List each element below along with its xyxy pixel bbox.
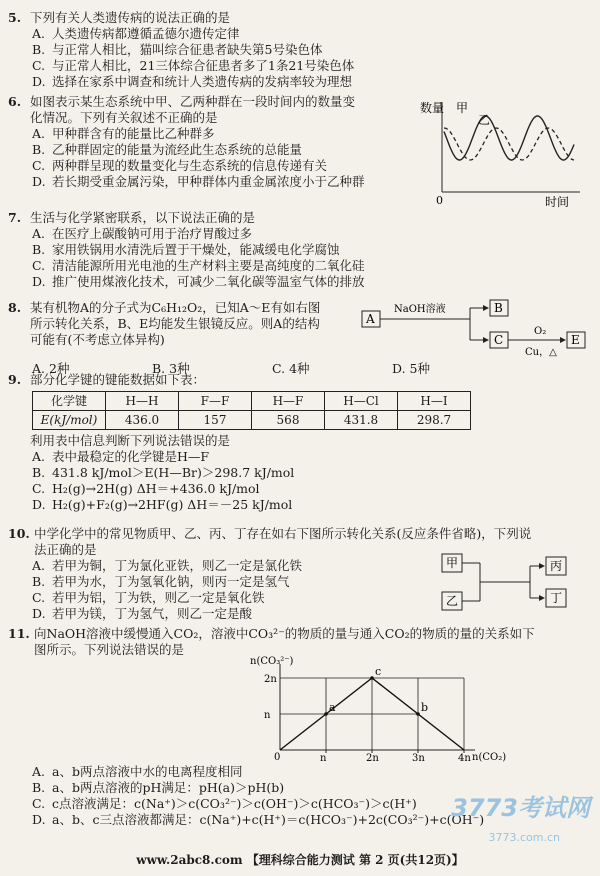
question-number: 6. xyxy=(8,94,22,109)
series-label-yi: 乙 xyxy=(478,113,491,127)
series-jia-line xyxy=(444,116,574,160)
table-header: H—I xyxy=(398,392,471,411)
x-tick-label: 2n xyxy=(366,753,379,762)
conversion-diagram xyxy=(360,298,590,360)
label-a: A xyxy=(366,312,375,326)
y-axis-label: 数量 xyxy=(420,101,445,115)
population-chart xyxy=(420,94,592,210)
substance-diagram xyxy=(440,552,580,618)
option-b: B. 与正常人相比，猫叫综合征患者缺失第5号染色体 xyxy=(32,42,323,57)
label-jia: 甲 xyxy=(446,556,459,570)
option-c: C. 两种群呈现的数量变化与生态系统的信息传递有关 xyxy=(32,158,328,173)
point-c xyxy=(370,676,374,680)
question-number: 5. xyxy=(8,10,22,25)
option-d: D. 若长期受重金属污染，甲种群体内重金属浓度小于乙种群 xyxy=(32,174,365,189)
question-number: 10. xyxy=(8,526,30,541)
label-yi: 乙 xyxy=(446,594,459,608)
x-axis-label: n(CO₂) xyxy=(472,752,507,762)
option-d: D. 选择在家系中调查和统计人类遗传病的发病率较为理想 xyxy=(32,74,353,89)
question-9 xyxy=(8,372,593,513)
question-stem: 生活与化学紧密联系，以下说法正确的是 xyxy=(30,210,256,225)
footer-title: 【理科综合能力测试 第 2 页(共12页)】 xyxy=(246,853,464,867)
option-a: A. 在医疗上碳酸钠可用于治疗胃酸过多 xyxy=(32,226,253,241)
question-stem-cont: 利用表中信息判断下列说法错误的是 xyxy=(30,433,231,448)
origin-label: 0 xyxy=(436,194,443,207)
table-row xyxy=(33,411,471,430)
co3-chart xyxy=(250,656,530,762)
question-11 xyxy=(8,626,593,658)
option-c: C. H₂(g)→2H(g) ΔH＝+436.0 kJ/mol xyxy=(32,481,260,496)
footer-site: www.2abc8.com xyxy=(136,853,243,867)
point-label-b: b xyxy=(421,701,429,714)
option-c: C. 与正常人相比，21三体综合征患者多了1条21号染色体 xyxy=(32,58,355,73)
option-a: A. 2种 xyxy=(32,360,70,376)
y-tick-label: n xyxy=(264,710,271,721)
row-label: E(kJ/mol) xyxy=(33,411,106,430)
option-c: C. 4种 xyxy=(272,360,310,376)
label-e: E xyxy=(571,333,580,347)
option-c: C. 清洁能源所用光电池的生产材料主要是高纯度的二氧化硅 xyxy=(32,258,365,273)
option-a: A. 表中最稳定的化学键是H—F xyxy=(32,449,210,464)
x-tick-label: 3n xyxy=(412,753,425,762)
point-label-a: a xyxy=(329,701,336,714)
option-b: B. 若甲为水，丁为氢氧化钠，则丙一定是氢气 xyxy=(32,574,290,589)
option-c: C. 若甲为铝，丁为铁，则乙一定是氧化铁 xyxy=(32,590,265,605)
y-axis-label: n(CO₃²⁻) xyxy=(250,656,294,667)
point-b xyxy=(416,712,420,716)
question-stem: 下列有关人类遗传病的说法正确的是 xyxy=(30,10,231,25)
table-cell: 436.0 xyxy=(106,411,179,430)
question-stem: 某有机物A的分子式为C₆H₁₂O₂，已知A～E有如右图 xyxy=(30,300,321,315)
bond-energy-table xyxy=(32,391,471,430)
watermark-url: 3773.com.cn xyxy=(488,831,560,844)
table-header: 化学键 xyxy=(33,392,106,411)
table-header: H—F xyxy=(252,392,325,411)
point-a xyxy=(324,712,328,716)
label-ding: 丁 xyxy=(550,591,563,605)
question-stem: 如图表示某生态系统中甲、乙两种群在一段时间内的数量变 xyxy=(30,94,356,109)
option-b: B. 乙种群固定的能量为流经此生态系统的总能量 xyxy=(32,142,303,157)
reagent-cu: Cu，△ xyxy=(525,347,557,358)
page-footer xyxy=(0,852,600,868)
question-7 xyxy=(8,210,593,290)
option-d: D. H₂(g)+F₂(g)→2HF(g) ΔH＝－25 kJ/mol xyxy=(32,497,293,512)
question-stem-cont: 所示转化关系，B、E均能发生银镜反应。则A的结构 xyxy=(30,316,320,331)
label-b: B xyxy=(494,301,503,315)
question-number: 7. xyxy=(8,210,22,225)
series-yi-line xyxy=(444,128,574,160)
option-d: D. 推广使用煤液化技术，可减少二氧化碳等温室气体的排放 xyxy=(32,274,365,289)
point-label-c: c xyxy=(375,665,382,678)
origin-label: 0 xyxy=(274,752,281,762)
question-5 xyxy=(8,10,593,90)
x-tick-label: 4n xyxy=(458,753,471,762)
y-tick-label: 2n xyxy=(264,674,277,685)
option-b: B. 家用铁锅用水清洗后置于干燥处，能减缓电化学腐蚀 xyxy=(32,242,340,257)
option-d: D. 若甲为镁，丁为氢气，则乙一定是酸 xyxy=(32,606,253,621)
option-d: D. a、b、c三点溶液都满足：c(Na⁺)+c(H⁺)＝c(HCO₃⁻)+2c(CO₃²⁻)+c(OH⁻) xyxy=(32,812,485,827)
option-b: B. 3种 xyxy=(152,360,190,376)
table-header: F—F xyxy=(179,392,252,411)
option-a: A. 人类遗传病都遵循孟德尔遗传定律 xyxy=(32,26,240,41)
option-d: D. 5种 xyxy=(392,360,430,376)
question-stem-cont: 图所示。下列说法错误的是 xyxy=(34,642,185,657)
table-cell: 568 xyxy=(252,411,325,430)
option-b: B. a、b两点溶液的pH满足：pH(a)＞pH(b) xyxy=(32,780,285,795)
option-a: A. 若甲为铜，丁为氯化亚铁，则乙一定是氯化铁 xyxy=(32,558,303,573)
question-stem-cont: 法正确的是 xyxy=(34,542,97,557)
table-header-row xyxy=(33,392,471,411)
x-tick-label: n xyxy=(320,753,327,762)
table-header: H—Cl xyxy=(325,392,398,411)
question-number: 8. xyxy=(8,300,22,315)
question-stem-cont: 可能有(不考虑立体异构) xyxy=(30,332,165,347)
option-b: B. 431.8 kJ/mol＞E(H—Br)＞298.7 kJ/mol xyxy=(32,465,295,480)
question-stem: 部分化学键的键能数据如下表： xyxy=(30,372,206,387)
question-stem: 中学化学中的常见物质甲、乙、丙、丁存在如右下图所示转化关系(反应条件省略)，下列说 xyxy=(34,526,532,541)
question-number: 9. xyxy=(8,372,22,387)
option-a: A. 甲种群含有的能量比乙种群多 xyxy=(32,126,215,141)
table-header: H—H xyxy=(106,392,179,411)
table-cell: 157 xyxy=(179,411,252,430)
question-stem: 向NaOH溶液中缓慢通入CO₂，溶液中CO₃²⁻的物质的量与通入CO₂的物质的量的关系如下 xyxy=(34,626,535,641)
option-a: A. a、b两点溶液中水的电离程度相同 xyxy=(32,764,243,779)
table-cell: 431.8 xyxy=(325,411,398,430)
reagent-o2: O₂ xyxy=(534,326,547,337)
reagent-naoh: NaOH溶液 xyxy=(394,304,446,315)
question-stem-cont: 化情况。下列有关叙述不正确的是 xyxy=(30,110,218,125)
series-label-jia: 甲 xyxy=(456,101,469,115)
watermark-logo: 3773考试网 xyxy=(451,794,590,822)
table-cell: 298.7 xyxy=(398,411,471,430)
label-bing: 丙 xyxy=(550,559,563,573)
label-c: C xyxy=(494,333,504,347)
x-axis-label: 时间 xyxy=(545,195,570,209)
question-number: 11. xyxy=(8,626,30,641)
option-c: C. c点溶液满足：c(Na⁺)＞c(CO₃²⁻)＞c(OH⁻)＞c(HCO₃⁻)＞c(H⁺) xyxy=(32,796,417,811)
